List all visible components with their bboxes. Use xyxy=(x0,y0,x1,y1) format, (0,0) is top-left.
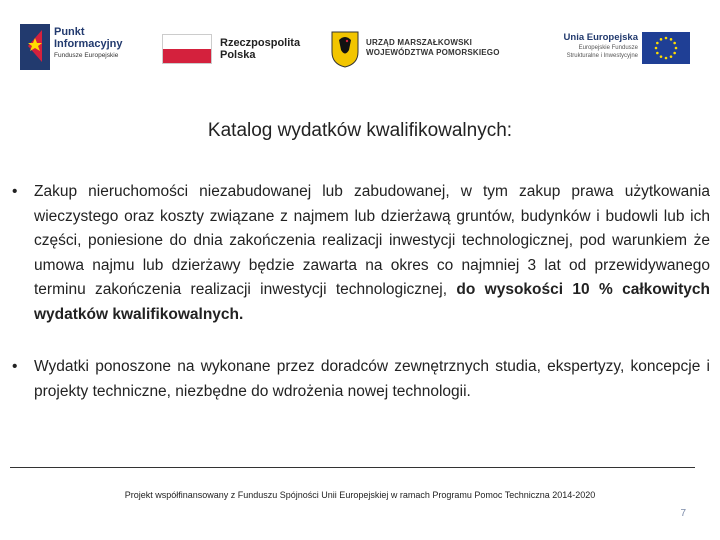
eu-star-icon xyxy=(656,42,659,45)
unia-europejska-logo xyxy=(540,14,700,86)
eu-star-icon xyxy=(656,52,659,55)
bullet-text: Zakup nieruchomości niezabudowanej lub zabudowanej, w tym zakup prawa użytkowania wieczystego oraz koszty związane z najmem lub dzierżawą gruntów, budynków i budowli lub ich części, poniesione do dnia zakończenia realizacji inwestycji technologicznej, pod warunkiem że umowa najmu lub dzierżawy będzie zawarta na okres co najmniej 3 lat od przewidywanego terminu zakończenia realizacji inwestycji technologicznej, xyxy=(34,183,710,298)
um-line2: WOJEWÓDZTWA POMORSKIEGO xyxy=(366,48,500,57)
bullet-marker: • xyxy=(12,183,18,200)
eu-star-icon xyxy=(670,55,673,58)
eu-flag-icon xyxy=(642,32,690,64)
um-line1: URZĄD MARSZAŁKOWSKI xyxy=(366,38,473,47)
footer-text: Projekt współfinansowany z Funduszu Spójności Unii Europejskiej w ramach Programu Pomoc Techniczna 2014-2020 xyxy=(124,490,596,500)
griffin-crest-icon xyxy=(330,30,360,68)
ue-line3: Strukturalne i Inwestycyjne xyxy=(566,53,638,59)
eu-star-icon xyxy=(655,47,658,50)
fe-line1: Punkt xyxy=(54,26,85,38)
eu-star-icon xyxy=(665,37,668,40)
fe-star-icon xyxy=(20,24,50,70)
page-title: Katalog wydatków kwalifikowalnych: xyxy=(207,120,513,141)
eu-star-icon xyxy=(673,52,676,55)
fe-line2: Informacyjny xyxy=(54,38,123,50)
fe-line3: Fundusze Europejskie xyxy=(54,52,119,59)
footer-divider xyxy=(10,467,695,468)
list-item xyxy=(10,355,710,404)
rzeczpospolita-logo xyxy=(162,14,312,86)
fundusze-europejskie-logo xyxy=(20,14,150,86)
bullet-marker: • xyxy=(12,358,18,375)
list-item xyxy=(10,180,710,327)
eu-star-icon xyxy=(665,57,668,60)
eu-star-icon xyxy=(675,47,678,50)
bullet-list xyxy=(10,180,710,404)
ue-line1: Unia Europejska xyxy=(563,32,638,43)
urzad-marszalkowski-logo xyxy=(330,14,520,86)
page-number: 7 xyxy=(680,508,686,519)
logo-bar xyxy=(0,14,720,86)
bullet-bold-text: do wysokości 10 % całkowitych wydatków kwalifikowalnych. xyxy=(34,281,710,323)
eu-star-icon xyxy=(660,55,663,58)
eu-star-icon xyxy=(673,42,676,45)
rp-line1: Rzeczpospolita xyxy=(220,37,301,49)
rp-line2: Polska xyxy=(220,49,256,61)
eu-star-icon xyxy=(660,38,663,41)
polish-flag-icon xyxy=(162,34,212,64)
ue-line2: Europejskie Fundusze xyxy=(578,45,638,51)
bullet-text: Wydatki ponoszone na wykonane przez doradców zewnętrznych studia, ekspertyzy, koncepcje i projekty techniczne, niezbędne do wdrożenia nowej technologii. xyxy=(34,358,710,400)
eu-star-icon xyxy=(670,38,673,41)
